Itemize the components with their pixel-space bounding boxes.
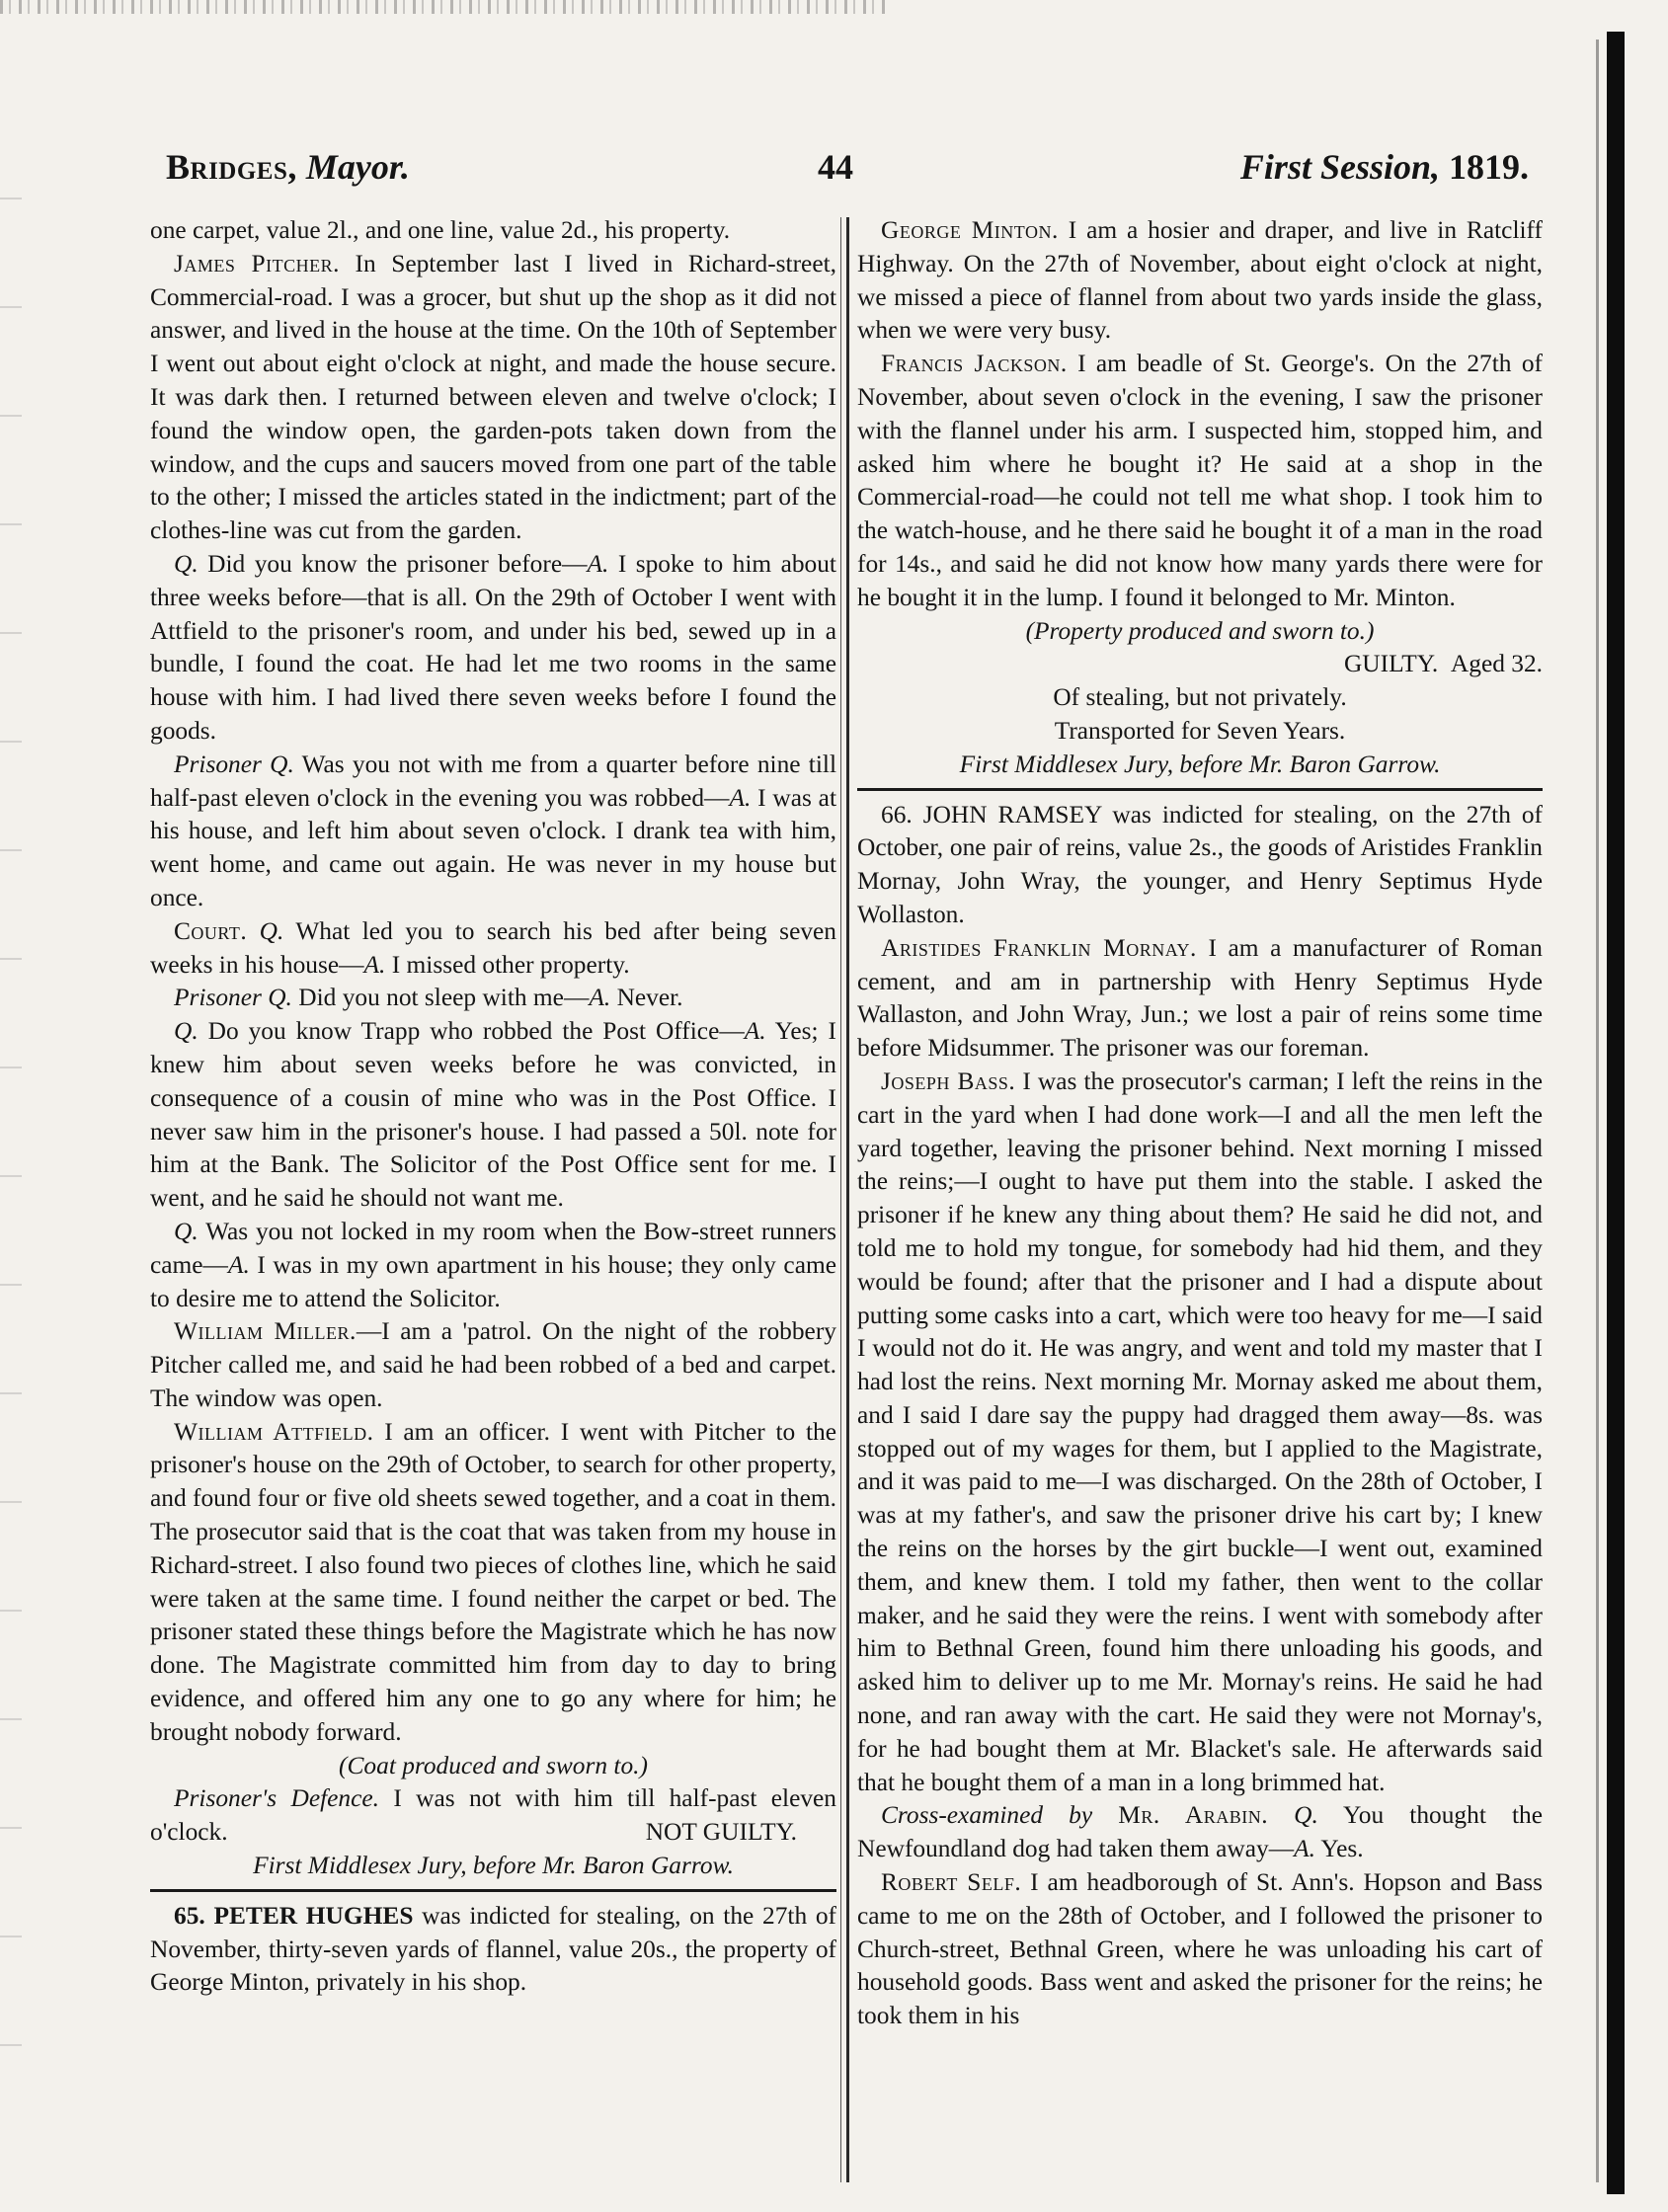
testimony-miller: William Miller.—I am a 'patrol. On the night of the robbery Pitcher called me, and said he had been robbed of a bed and carpet. The window was open. [150, 1317, 836, 1412]
verdict: GUILTY. Aged 32. [1343, 650, 1543, 678]
case-65: 65. PETER HUGHES was indicted for stealing, on the 27th of November, thirty-seven yards of flannel, value 20s., the property of George Minton, privately in his shop. [150, 1901, 836, 1997]
page-edge-line [1596, 40, 1599, 2182]
page-edge-shadow [1607, 32, 1625, 2194]
testimony-attfield: William Attfield. I am an officer. I went with Pitcher to the prisoner's house on the 29th of October, to search for other property, and found four or five old sheets sewed together, and a coat in them. The prosecutor said that is the coat that was taken from my house in Richard-street. I also found two pieces of clothes line, which he said were taken at the same time. I found neither the carpet or bed. The prisoner stated these things before the Magistrate which he has now done. The Magistrate committed him from day to day to bring evidence, and offered him any one to go any where for him; he brought nobody forward. [150, 1417, 836, 1746]
case-66: 66. JOHN RAMSEY was indicted for stealing, on the 27th of October, one pair of reins, value 2s., the goods of Aristides Franklin Mornay, John Wray, the younger, and Henry Septimus Hyde Wollaston. [857, 800, 1543, 928]
evidence-note: (Coat produced and sworn to.) [339, 1751, 648, 1779]
question: Prisoner Q. Did you not sleep with me—A. Never. [174, 984, 683, 1012]
cross-examination: Cross-examined by Mr. Arabin. Q. You thought the Newfoundland dog had taken them away—A. Yes. [857, 1801, 1543, 1863]
case-separator [150, 1889, 836, 1892]
right-column [857, 214, 1543, 2179]
paragraph: one carpet, value 2l., and one line, value 2d., his property. [150, 216, 731, 244]
testimony-minton: George Minton. I am a hosier and draper, and live in Ratcliff Highway. On the 27th of November, about eight o'clock at night, we missed a piece of flannel from about two yards inside the glass, when we were very busy. [857, 216, 1543, 345]
question: Q. Was you not locked in my room when the Bow-street runners came—A. I was in my own apartment in his house; they only came to desire me to attend the Solicitor. [150, 1217, 836, 1312]
scan-noise-left [0, 158, 22, 2133]
header-session: First Session, 1819. [1239, 147, 1529, 187]
question: Q. Did you know the prisoner before—A. I spoke to him about three weeks before—that is all. On the 29th of October I went with Attfield to the prisoner's room, and under his bed, sewed up in a bundle, I found the coat. He had let me two rooms in the same house with him. I had lived there seven weeks before I found the goods. [150, 549, 836, 745]
testimony-pitcher: James Pitcher. In September last I lived in Richard-street, Commercial-road. I was a grocer, but shut up the shop as it did not answer, and lived in the house at the time. On the 10th of September I went out about eight o'clock at night, and made the house secure. It was dark then. I returned between eleven and twelve o'clock; I found the window open, the garden-pots taken down from the window, and the cups and saucers moved from one part of the table to the other; I missed the articles stated in the indictment; part of the clothes-line was cut from the garden. [150, 249, 836, 545]
evidence-note: (Property produced and sworn to.) [1025, 616, 1375, 645]
page-number: 44 [818, 147, 853, 187]
testimony-jackson: Francis Jackson. I am beadle of St. George's. On the 27th of November, about seven o'clock in the evening, I saw the prisoner with the flannel under his arm. I suspected him, stopped him, and asked him where he bought it? He said at a shop in the Commercial-road—he could not tell me what shop. I took him to the watch-house, and he there said he bought it of a man in the road for 14s., and said he did not know how many yards there were for he bought it in the lump. I found it belonged to Mr. Minton. [857, 350, 1543, 611]
left-column [150, 214, 836, 2179]
question: Q. Do you know Trapp who robbed the Post Office—A. Yes; I knew him about seven weeks before he was convicted, in consequence of a cousin of mine who was in the Post Office. I never saw him in the prisoner's house. I had passed a 50l. note for him at the Bank. The Solicitor of the Post Office sent for me. I went, and he said he should not want me. [150, 1017, 836, 1213]
testimony-mornay: Aristides Franklin Mornay. I am a manufacturer of Roman cement, and am in partnership with Henry Septimus Hyde Wallaston, and John Wray, Jun.; we lost a pair of reins some time before Midsummer. The prisoner was our foreman. [857, 933, 1543, 1063]
scan-noise-top [0, 0, 889, 14]
jury-note: First Middlesex Jury, before Mr. Baron Garrow. [253, 1852, 734, 1880]
testimony-self: Robert Self. I am headborough of St. Ann's. Hopson and Bass came to me on the 28th of October, and I followed the prisoner to Church-street, Bethnal Green, where he was unloading his cart of household goods. Bass went and asked the prisoner for the reins; he took them in his [857, 1868, 1543, 2030]
verdict: NOT GUILTY. [645, 1818, 797, 1847]
column-divider-thin [840, 217, 841, 2182]
jury-note: First Middlesex Jury, before Mr. Baron Garrow. [959, 750, 1441, 778]
prisoner-defence: Prisoner's Defence. I was not with him till half-past eleven o'clock. NOT GUILTY. [150, 1782, 836, 1850]
header-mayor: Bridges, Mayor. [166, 147, 410, 187]
question: Prisoner Q. Was you not with me from a quarter before nine till half-past eleven o'clock in the evening you was robbed—A. I was at his house, and left him about seven o'clock. I drank tea with him, went home, and came out again. He was never in my house but once. [150, 750, 836, 911]
running-header [166, 146, 1529, 196]
testimony-bass: Joseph Bass. I was the prosecutor's carman; I left the reins in the cart in the yard when I had done work—I and all the men left the yard together, leaving the prisoner behind. Next morning I missed the reins;—I ought to have put them into the stable. I asked the prisoner if he knew any thing about them? He said he did not, and told me to hold my tongue, for somebody had hid them, and they would be found; after that the prisoner and I had a dispute about putting some casks into a cart, which were too heavy for me—I said I would not do it. He was angry, and went and told my master that I had lost the reins. Next morning Mr. Mornay asked me about them, and I said I dare say the puppy had dragged them away—8s. was stopped out of my wages for them, but I applied to the Magistrate, and it was paid to me—I was discharged. On the 28th of October, I was at my father's, and saw the prisoner drive his cart by; I knew the reins on the horses by the girt buckle—I went out, examined them, and knew them. I told my father, then went to the collar maker, and he said they were the reins. I went with somebody after him to Bethnal Green, found him there unloading his goods, and asked him to deliver up to me Mr. Mornay's reins. He said he had none, and ran away with the cart. He said they were not Mornay's, for he had bought them at Mr. Blacket's sale. He afterwards said that he bought them of a man in a long brimmed hat. [857, 1066, 1543, 1796]
sentence-line: Transported for Seven Years. [1054, 716, 1346, 745]
question: Court. Q. What led you to search his bed after being seven weeks in his house—A. I missed other property. [150, 916, 836, 979]
sentence-line: Of stealing, but not privately. [1053, 683, 1347, 712]
column-divider [846, 217, 849, 2182]
case-separator [857, 788, 1543, 791]
